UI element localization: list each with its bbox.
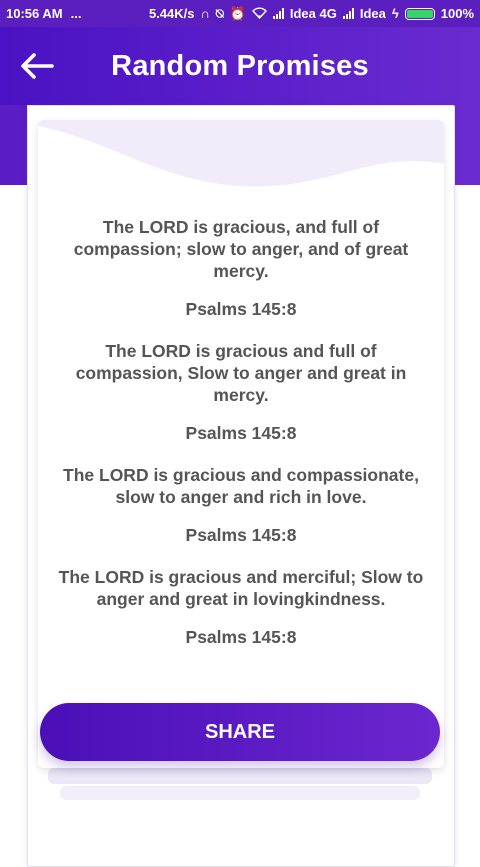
network-speed: 5.44K/s — [148, 6, 195, 21]
verse-reference: Psalms 145:8 — [185, 299, 297, 319]
carrier-2: Idea — [359, 6, 386, 21]
battery-icon — [405, 8, 435, 20]
app-bar — [0, 27, 480, 105]
notification-off-icon: ⍉ — [215, 6, 224, 21]
header-band-left — [0, 105, 27, 185]
status-time: 10:56 AM — [6, 6, 63, 21]
verse-reference: Psalms 145:8 — [185, 627, 297, 647]
signal-icon-2 — [343, 8, 354, 19]
card-stack-shadow — [48, 768, 432, 784]
header-band-right — [453, 105, 480, 185]
wave-decoration — [38, 120, 444, 200]
wifi-icon — [252, 7, 267, 21]
status-bar — [0, 0, 480, 27]
signal-icon — [273, 8, 284, 19]
verse-reference: Psalms 145:8 — [185, 525, 297, 545]
headset-icon: ∩ — [200, 6, 210, 21]
verse-text: The LORD is gracious and compassionate, slow to anger and rich in love. — [63, 465, 419, 507]
verse-reference: Psalms 145:8 — [185, 423, 297, 443]
verse-text: The LORD is gracious and full of compassion, Slow to anger and great in mercy. — [75, 341, 407, 405]
verse-list — [38, 216, 444, 668]
card-stack-shadow-2 — [60, 786, 420, 800]
share-button[interactable]: SHARE — [40, 703, 440, 761]
charging-icon: ϟ — [391, 6, 399, 21]
verse-text: The LORD is gracious, and full of compassion; slow to anger, and of great mercy. — [73, 217, 409, 281]
status-dots: ... — [70, 6, 82, 21]
battery-level: 100% — [440, 6, 474, 21]
page-title: Random Promises — [111, 49, 369, 82]
carrier-1: Idea 4G — [289, 6, 337, 21]
promise-card — [38, 120, 444, 768]
verse-text: The LORD is gracious and merciful; Slow to anger and great in lovingkindness. — [58, 567, 424, 609]
alarm-icon: ⏰ — [229, 6, 246, 21]
